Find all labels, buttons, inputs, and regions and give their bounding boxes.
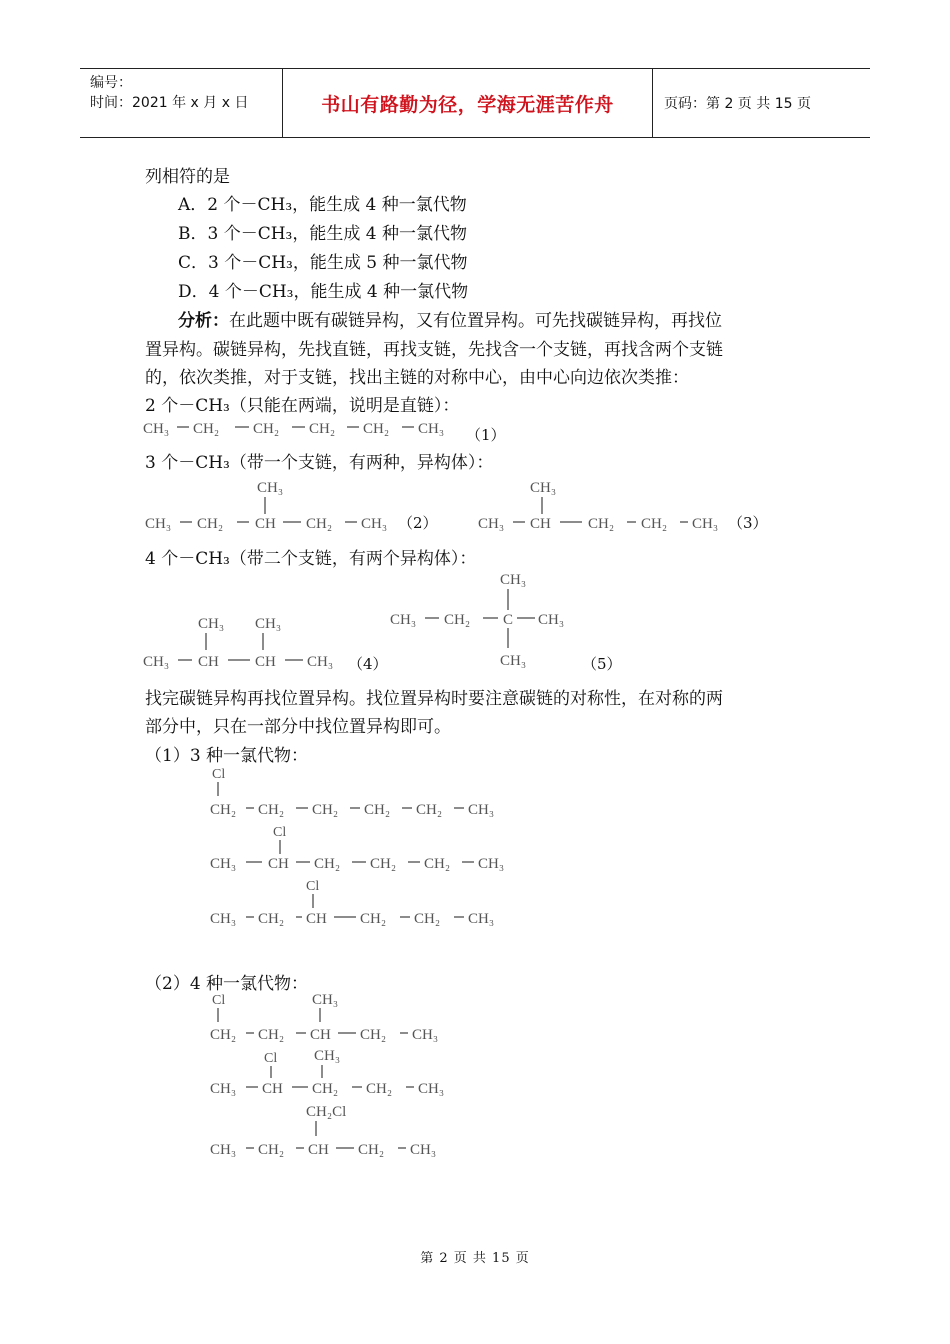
chem-text: CH₃ xyxy=(210,1142,237,1158)
chem-text: CH xyxy=(530,516,551,532)
chem-text: CH₂ xyxy=(358,1142,385,1158)
analysis-text: 在此题中既有碳链异构，又有位置异构。可先找碳链异构，再找位 xyxy=(229,311,722,331)
analysis-line-3: 的，依次类推，对于支链，找出主链的对称中心，由中心向边依次类推： xyxy=(145,368,689,388)
chem-text: CH xyxy=(255,654,276,670)
chem-text: CH₃ xyxy=(145,516,172,532)
chem-text: CH₂ xyxy=(253,421,280,437)
header-motto: 书山有路勤为径，学海无涯苦作舟 xyxy=(321,93,614,116)
chem-text: CH₂ xyxy=(370,856,397,872)
structure-3-label: （3） xyxy=(728,514,768,532)
chem-text: CH₂ xyxy=(424,856,451,872)
sub-1-title: （1）3 种一氯代物： xyxy=(145,746,309,766)
positional-line-1: 找完碳链异构再找位置异构。找位置异构时要注意碳链的对称性，在对称的两 xyxy=(145,689,723,709)
chloro-products-2 xyxy=(210,990,470,1166)
page-footer: 第 2 页 共 15 页 xyxy=(420,1251,530,1266)
option-c: C．3 个－CH₃，能生成 5 种一氯代物 xyxy=(178,253,468,273)
time-label: 时间：2021 年 x 月 x 日 xyxy=(90,95,249,111)
chem-text: CH₂ xyxy=(366,1081,393,1097)
chem-text: CH₂ xyxy=(364,802,391,818)
chem-text: C xyxy=(503,612,514,628)
chem-text: Cl xyxy=(212,767,226,782)
structure-4-label: （4） xyxy=(348,655,388,673)
chem-text: CH₃ xyxy=(478,856,505,872)
chem-text: CH₂ xyxy=(414,911,441,927)
chem-text: CH xyxy=(310,1027,331,1043)
structure-1-label: （1） xyxy=(466,426,506,444)
case-3-title: 3 个－CH₃（带一个支链，有两种，异构体）： xyxy=(145,453,494,473)
option-a: A．2 个－CH₃，能生成 4 种一氯代物 xyxy=(178,195,467,215)
structure-5-label: （5） xyxy=(582,655,622,673)
chem-text: CH₂ xyxy=(306,516,333,532)
structure-2 xyxy=(145,476,410,538)
case-4-title: 4 个－CH₃（带二个支链，有两个异构体）： xyxy=(145,549,477,569)
chem-text: CH₂ xyxy=(360,911,387,927)
analysis-line-1 xyxy=(178,310,722,332)
chem-text: CH₂ xyxy=(309,421,336,437)
chem-text: CH₃ xyxy=(418,421,445,437)
chem-text: CH₃ xyxy=(255,616,282,632)
chem-text: CH₃ xyxy=(307,654,334,670)
chem-text: CH₃ xyxy=(500,572,527,588)
analysis-line-2: 置异构。碳链异构，先找直链，再找支链，先找含一个支链，再找含两个支链 xyxy=(145,340,723,360)
serial-label: 编号： xyxy=(90,75,132,91)
chem-text: CH₂ xyxy=(363,421,390,437)
chem-text: CH₃ xyxy=(418,1081,445,1097)
chem-text: CH xyxy=(306,911,327,927)
positional-line-2: 部分中，只在一部分中找位置异构即可。 xyxy=(145,717,451,737)
chem-text: CH₂ xyxy=(312,1081,339,1097)
chem-text: CH xyxy=(198,654,219,670)
header-divider xyxy=(652,69,653,137)
chem-text: CH₂ xyxy=(258,1027,285,1043)
header-meta xyxy=(80,69,282,137)
chem-text: CH₃ xyxy=(198,616,225,632)
chem-text: CH₂ xyxy=(444,612,471,628)
chem-text: CH xyxy=(268,856,289,872)
chem-text: Cl xyxy=(212,993,226,1008)
structure-2-label: （2） xyxy=(398,514,438,532)
chem-text: Cl xyxy=(264,1051,278,1066)
page-header xyxy=(80,68,870,138)
chem-text: CH₂ xyxy=(258,1142,285,1158)
chem-text: CH₃ xyxy=(210,1081,237,1097)
chem-text: CH₂Cl xyxy=(306,1104,347,1120)
option-d: D．4 个－CH₃，能生成 4 种一氯代物 xyxy=(178,282,469,302)
chem-text: CH₃ xyxy=(530,480,557,496)
chem-text: CH₂ xyxy=(197,516,224,532)
chem-text: CH₃ xyxy=(361,516,388,532)
chem-text: CH₃ xyxy=(410,1142,437,1158)
chem-text: CH₃ xyxy=(210,856,237,872)
chem-text: CH₃ xyxy=(210,911,237,927)
chloro-products-1 xyxy=(210,764,520,939)
option-b: B．3 个－CH₃，能生成 4 种一氯代物 xyxy=(178,224,467,244)
chem-text: CH₂ xyxy=(258,802,285,818)
case-2-title: 2 个－CH₃（只能在两端，说明是直链）： xyxy=(145,396,460,416)
chem-text: CH₃ xyxy=(478,516,505,532)
structure-5 xyxy=(390,566,590,676)
chem-text: CH₂ xyxy=(416,802,443,818)
analysis-label: 分析： xyxy=(178,311,229,331)
chem-text: CH₂ xyxy=(258,911,285,927)
page-info: 页码：第 2 页 共 15 页 xyxy=(664,96,811,112)
chem-text: CH₂ xyxy=(360,1027,387,1043)
sub-2-title: （2）4 种一氯代物： xyxy=(145,974,309,994)
chem-text: CH₂ xyxy=(210,1027,237,1043)
chem-text: CH₂ xyxy=(314,856,341,872)
chem-text: CH₃ xyxy=(692,516,719,532)
chem-text: CH₃ xyxy=(468,911,495,927)
structure-4 xyxy=(143,612,363,674)
chem-text: CH₂ xyxy=(210,802,237,818)
chem-text: CH₃ xyxy=(468,802,495,818)
structure-1 xyxy=(143,414,473,440)
chem-text: CH xyxy=(255,516,276,532)
structure-3 xyxy=(478,476,743,538)
chem-text: CH₃ xyxy=(500,653,527,669)
chem-text: CH₃ xyxy=(312,992,339,1008)
chem-text: CH₂ xyxy=(193,421,220,437)
chem-text: CH₃ xyxy=(538,612,565,628)
chem-text: CH xyxy=(308,1142,329,1158)
chem-text: CH₂ xyxy=(312,802,339,818)
chem-text: CH xyxy=(262,1081,283,1097)
chem-text: Cl xyxy=(306,879,320,894)
chem-text: CH₃ xyxy=(257,480,284,496)
chem-text: CH₃ xyxy=(143,654,170,670)
chem-text: CH₂ xyxy=(641,516,668,532)
chem-text: CH₃ xyxy=(412,1027,439,1043)
chem-text: CH₃ xyxy=(143,421,170,437)
chem-text: CH₂ xyxy=(588,516,615,532)
question-lead: 列相符的是 xyxy=(145,167,230,187)
chem-text: CH₃ xyxy=(390,612,417,628)
chem-text: CH₃ xyxy=(314,1048,341,1064)
chem-text: Cl xyxy=(273,825,287,840)
